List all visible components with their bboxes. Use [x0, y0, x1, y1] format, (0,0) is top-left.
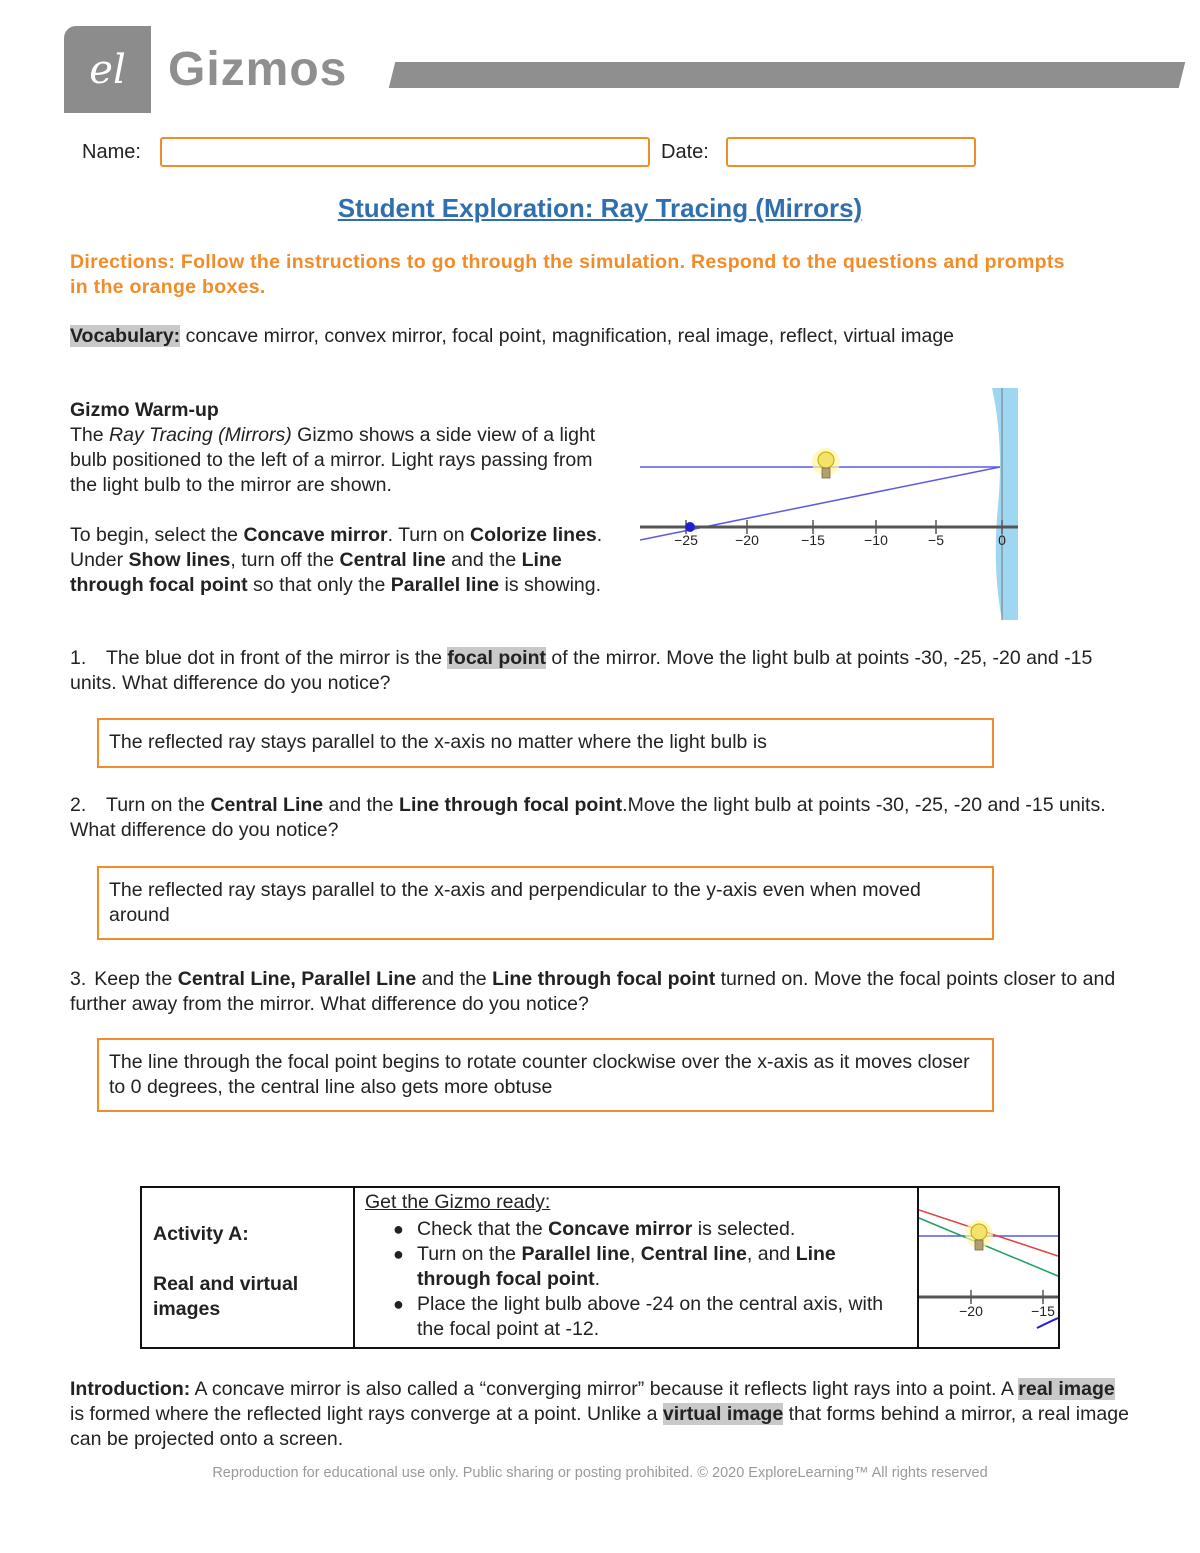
header-bar — [389, 62, 1185, 88]
page-title: Student Exploration: Ray Tracing (Mirrors) — [337, 193, 863, 223]
vocabulary-terms: concave mirror, convex mirror, focal point, magnification, real image, reflect, virtual image — [185, 325, 955, 347]
warmup-p2-run: Central line — [339, 549, 446, 571]
date-label: Date: — [661, 141, 709, 163]
warmup-p2-run: Line through focal point — [70, 549, 562, 596]
tick-label-0: 0 — [998, 532, 1006, 548]
warmup-p2-run: . Under — [70, 524, 603, 571]
warmup-p2-run: Concave mirror — [243, 524, 388, 546]
answer-box-2[interactable]: The reflected ray stays parallel to the x-axis and perpendicular to the y-axis even when moved around — [97, 866, 994, 940]
question-2: 2. Turn on the Central Line and the Line through focal point.Move the light bulb at points -30, -25, -20 and -15 units. What difference do you notice? — [70, 794, 1106, 841]
warmup-section — [70, 398, 615, 598]
introduction-label: Introduction: — [70, 1378, 191, 1400]
question-1: 1. The blue dot in front of the mirror is the focal point of the mirror. Move the light bulb at points -30, -25, -20 and -15 units. What difference do you notice? — [70, 647, 1093, 694]
brand-name: Gizmos — [168, 43, 348, 96]
footer-notice: Reproduction for educational use only. Public sharing or posting prohibited. © 2020 ExploreLearning™ All rights reserved — [212, 1465, 988, 1481]
warmup-p2-run: Show lines — [128, 549, 231, 571]
activity-instructions — [365, 1190, 905, 1342]
focal-point-term: focal point — [447, 647, 546, 669]
ready-step-3: ● Place the light bulb above -24 on the central axis, with the focal point at -12. — [393, 1292, 905, 1342]
tick-label-neg25: −25 — [674, 532, 698, 548]
name-label: Name: — [82, 141, 141, 163]
warmup-p2-run: Colorize lines — [469, 524, 597, 546]
activity-label-cell — [153, 1222, 343, 1322]
thumb-tick-neg20: −20 — [959, 1303, 983, 1319]
ray-diagram — [640, 388, 1020, 624]
date-field[interactable] — [726, 137, 976, 167]
real-image-term: real image — [1018, 1378, 1115, 1400]
answer-box-1[interactable]: The reflected ray stays parallel to the x-axis no matter where the light bulb is — [97, 718, 994, 768]
vocabulary-label: Vocabulary: — [70, 325, 181, 347]
tick-label-neg10: −10 — [864, 532, 888, 548]
virtual-image-term: virtual image — [662, 1403, 784, 1425]
activity-thumbnail — [919, 1188, 1058, 1347]
warmup-p2-run: is showing. — [499, 574, 602, 596]
concave-mirror — [992, 388, 1018, 620]
light-bulb-icon — [812, 448, 840, 478]
tick-label-neg5: −5 — [928, 532, 944, 548]
logo-mark — [64, 26, 151, 113]
ready-heading: Get the Gizmo ready: — [365, 1191, 551, 1213]
directions: Directions: Follow the instructions to go through the simulation. Respond to the questions and prompts in the orange boxes. — [70, 251, 1065, 298]
warmup-paragraph-1: The Ray Tracing (Mirrors) Gizmo shows a side view of a light bulb positioned to the left of a mirror. Light rays passing from the light bulb to the mirror are shown. — [70, 424, 596, 496]
vocabulary — [70, 324, 1130, 349]
warmup-p2-run: , turn off the — [230, 549, 340, 571]
activity-subtitle: Real and virtual images — [153, 1273, 299, 1320]
name-field[interactable] — [160, 137, 650, 167]
ready-step-1: ● Check that the Concave mirror is selected. — [393, 1217, 905, 1242]
activity-label: Activity A: — [153, 1223, 249, 1245]
thumb-light-bulb-icon — [965, 1220, 993, 1250]
tick-label-neg15: −15 — [801, 532, 825, 548]
warmup-p2-run: . Turn on — [387, 524, 470, 546]
warmup-p2-run: and the — [445, 549, 522, 571]
warmup-heading: Gizmo Warm-up — [70, 399, 219, 421]
thumb-tick-neg15: −15 — [1031, 1303, 1055, 1319]
warmup-p2-run: To begin, select the — [70, 524, 244, 546]
question-3: 3. Keep the Central Line, Parallel Line and the Line through focal point turned on. Move the focal points closer to and further away from the mirror. What difference do you notice? — [70, 968, 1116, 1015]
warmup-paragraph-2 — [70, 523, 615, 598]
warmup-p2-run: so that only the — [247, 574, 391, 596]
focal-point-dot — [685, 522, 695, 532]
warmup-p2-run: Parallel line — [390, 574, 500, 596]
activity-table — [140, 1186, 1060, 1349]
introduction: Introduction: A concave mirror is also called a “converging mirror” because it reflects light rays into a point. A real image is formed where the reflected light rays converge at a point. Unlike a virtual image that forms behind a mirror, a real image can be projected onto a screen. — [70, 1378, 1129, 1450]
ready-step-2: ● Turn on the Parallel line, Central line, and Line through focal point. — [393, 1242, 905, 1292]
thumb-mirror-edge — [1037, 1318, 1058, 1328]
answer-box-3[interactable]: The line through the focal point begins to rotate counter clockwise over the x-axis as it moves closer to 0 degrees, the central line also gets more obtuse — [97, 1038, 994, 1112]
logo-mark-text: el — [89, 46, 126, 93]
tick-label-neg20: −20 — [735, 532, 759, 548]
